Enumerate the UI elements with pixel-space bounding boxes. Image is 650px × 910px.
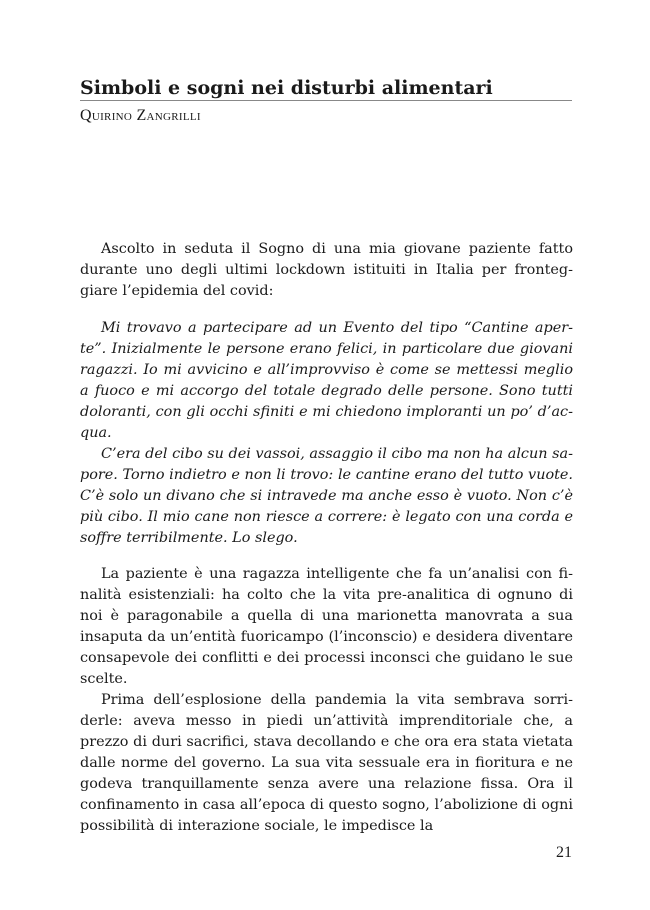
analysis-block bbox=[80, 564, 573, 837]
intro-paragraph: Ascolto in seduta il Sogno di una mia giovane paziente fatto durante uno degli ultimi lockdown istituiti in Italia per fronteggiare l’epidemia del covid: bbox=[80, 241, 573, 299]
dream-paragraph-1: Mi trovavo a partecipare ad un Evento del tipo “Cantine aperte”. Inizialmente le persone erano felici, in particolare due giovani ragazzi. Io mi avvicino e all’improvviso è come se mettessi meglio a fuoco e mi accorgo del totale degrado delle persone. Sono tutti doloranti, con gli occhi sfiniti e mi chiedono imploranti un po’ d’acqua. bbox=[80, 320, 573, 441]
title-rule bbox=[80, 100, 572, 101]
intro-block bbox=[80, 239, 573, 302]
analysis-paragraph-1: La paziente è una ragazza intelligente che fa un’analisi con finalità esistenziali: ha colto che la vita pre-analitica di ognuno di noi è paragonabile a quella di una marionetta manovrata a sua insaputa da un’entità fuoricampo (l’inconscio) e desidera diventare consapevole dei conflitti e dei processi inconsci che guidano le sue scelte. bbox=[80, 566, 573, 687]
analysis-paragraph-2: Prima dell’esplosione della pandemia la vita sembrava sorriderle: aveva messo in piedi un’attività imprenditoriale che, a prezzo di duri sacrifici, stava decollando e che ora era stata vietata dalle norme del governo. La sua vita sessuale era in fioritura e ne godeva tranquillamente senza avere una relazione fissa. Ora il confinamento in casa all’epoca di questo sogno, l’abolizione di ogni possibilità di interazione sociale, le impedisce la bbox=[80, 692, 573, 834]
dream-paragraph-2: C’era del cibo su dei vassoi, assaggio il cibo ma non ha alcun sapore. Torno indietro e non li trovo: le cantine erano del tutto vuote. C’è solo un divano che si intravede ma anche esso è vuoto. Non c’è più cibo. Il mio cane non riesce a correre: è legato con una corda e soffre terribilmente. Lo slego. bbox=[80, 446, 573, 546]
dream-quote bbox=[80, 318, 573, 549]
article-title: Simboli e sogni nei disturbi alimentari bbox=[80, 77, 493, 99]
page-number: 21 bbox=[556, 844, 572, 861]
article-author: Quirino Zangrilli bbox=[80, 107, 201, 124]
